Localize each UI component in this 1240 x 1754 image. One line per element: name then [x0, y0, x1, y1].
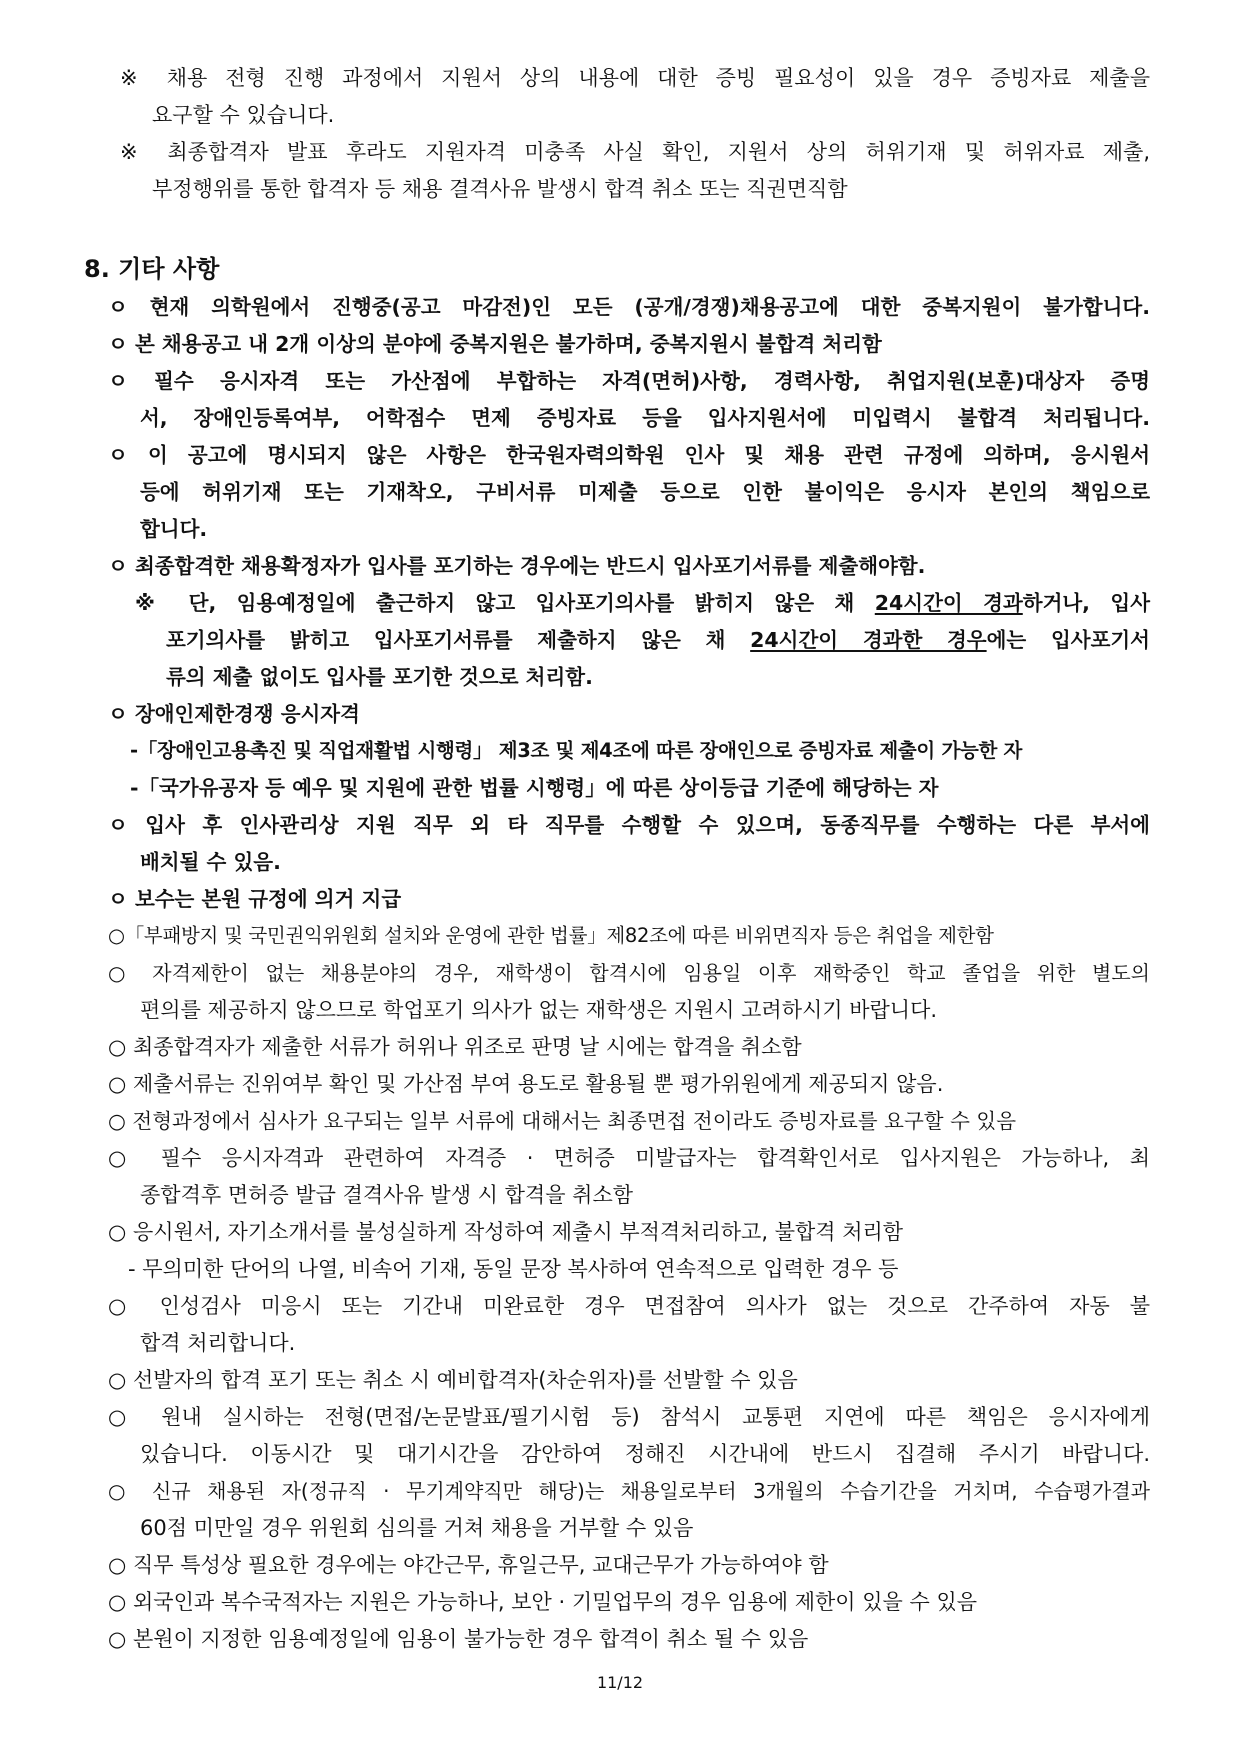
- list-item: ○ 필수 응시자격과 관련하여 자격증 · 면허증 미발급자는 합격확인서로 입사지원은 가능하나, 최: [108, 1146, 1150, 1170]
- list-item: ○ 신규 채용된 자(정규직 · 무기계약직만 해당)는 채용일로부터 3개월의 수습기간을 거치며, 수습평가결과: [108, 1479, 1150, 1503]
- page-number: 11/12: [596, 1673, 644, 1692]
- note-line: ※ 채용 전형 진행 과정에서 지원서 상의 내용에 대한 증빙 필요성이 있을 경우 증빙자료 제출을: [120, 66, 1150, 90]
- section-title: 8. 기타 사항: [84, 255, 220, 283]
- list-item: ○ 제출서류는 진위여부 확인 및 가산점 부여 용도로 활용될 뿐 평가위원에게 제공되지 않음.: [108, 1072, 944, 1096]
- list-item: 있습니다. 이동시간 및 대기시간을 감안하여 정해진 시간내에 반드시 집결해 주시기 바랍니다.: [140, 1442, 1150, 1466]
- list-item: ○ 외국인과 복수국적자는 지원은 가능하나, 보안 · 기밀업무의 경우 임용에 제한이 있을 수 있음: [108, 1590, 978, 1614]
- bold-item: ㅇ 이 공고에 명시되지 않은 사항은 한국원자력의학원 인사 및 채용 관련 규정에 의하며, 응시원서: [108, 443, 1150, 467]
- list-subitem: - 무의미한 단어의 나열, 비속어 기재, 동일 문장 복사하여 연속적으로 입력한 경우 등: [128, 1257, 899, 1281]
- underlined-text: 24시간이 경과한 경우: [750, 628, 987, 652]
- list-item: ○ 최종합격자가 제출한 서류가 허위나 위조로 판명 날 시에는 합격을 취소함: [108, 1035, 802, 1059]
- list-item: 편의를 제공하지 않으므로 학업포기 의사가 없는 재학생은 지원시 고려하시기 바랍니다.: [140, 998, 938, 1022]
- bold-note: 류의 제출 없이도 입사를 포기한 것으로 처리함.: [166, 665, 593, 689]
- bold-note-text: 하거나, 입사: [1022, 591, 1150, 615]
- bold-item: ㅇ 필수 응시자격 또는 가산점에 부합하는 자격(면허)사항, 경력사항, 취업지원(보훈)대상자 증명: [108, 369, 1150, 393]
- list-item: ○ 전형과정에서 심사가 요구되는 일부 서류에 대해서는 최종면접 전이라도 증빙자료를 요구할 수 있음: [108, 1109, 1017, 1133]
- bold-note-text: 포기의사를 밝히고 입사포기서류를 제출하지 않은 채: [166, 628, 751, 652]
- bold-item: 서, 장애인등록여부, 어학점수 면제 증빙자료 등을 입사지원서에 미입력시 불합격 처리됩니다.: [140, 406, 1150, 430]
- underlined-text: 24시간이 경과: [874, 591, 1023, 615]
- bold-item: 등에 허위기재 또는 기재착오, 구비서류 미제출 등으로 인한 불이익은 응시자 본인의 책임으로: [140, 480, 1150, 504]
- note-line: 요구할 수 있습니다.: [152, 103, 335, 127]
- bold-note: [166, 625, 1150, 655]
- list-item: 60점 미만일 경우 위원회 심의를 거쳐 채용을 거부할 수 있음: [140, 1516, 694, 1540]
- bold-item: 배치될 수 있음.: [140, 850, 281, 874]
- note-line: ※ 최종합격자 발표 후라도 지원자격 미충족 사실 확인, 지원서 상의 허위기재 및 허위자료 제출,: [120, 140, 1150, 164]
- note-line: 부정행위를 통한 합격자 등 채용 결격사유 발생시 합격 취소 또는 직권면직함: [152, 177, 848, 201]
- list-item: 합격 처리합니다.: [140, 1331, 296, 1355]
- list-item: ○「부패방지 및 국민권익위원회 설치와 운영에 관한 법률」제82조에 따른 비위면직자 등은 취업을 제한함: [108, 924, 994, 947]
- list-item: ○ 선발자의 합격 포기 또는 취소 시 예비합격자(차순위자)를 선발할 수 있음: [108, 1368, 798, 1392]
- bold-item: ㅇ 장애인제한경쟁 응시자격: [108, 702, 360, 726]
- bold-item: ㅇ 현재 의학원에서 진행중(공고 마감전)인 모든 (공개/경쟁)채용공고에 대한 중복지원이 불가합니다.: [108, 295, 1150, 319]
- list-item: 종합격후 면허증 발급 결격사유 발생 시 합격을 취소함: [140, 1183, 634, 1207]
- bold-note-text: 에는 입사포기서: [986, 628, 1150, 652]
- bold-subitem: -「국가유공자 등 예우 및 지원에 관한 법률 시행령」에 따른 상이등급 기준에 해당하는 자: [130, 776, 939, 800]
- list-item: ○ 직무 특성상 필요한 경우에는 야간근무, 휴일근무, 교대근무가 가능하여야 함: [108, 1553, 829, 1577]
- list-item: ○ 응시원서, 자기소개서를 불성실하게 작성하여 제출시 부적격처리하고, 불합격 처리함: [108, 1220, 904, 1244]
- list-item: ○ 본원이 지정한 임용예정일에 임용이 불가능한 경우 합격이 취소 될 수 있음: [108, 1627, 809, 1651]
- bold-item: ㅇ 본 채용공고 내 2개 이상의 분야에 중복지원은 불가하며, 중복지원시 불합격 처리함: [108, 332, 882, 356]
- bold-subitem: -「장애인고용촉진 및 직업재활법 시행령」 제3조 및 제4조에 따른 장애인으로 증빙자료 제출이 가능한 자: [130, 739, 1023, 762]
- bold-note: [135, 588, 1150, 618]
- bold-item: 합니다.: [140, 517, 208, 541]
- bold-note-text: ※ 단, 임용예정일에 출근하지 않고 입사포기의사를 밝히지 않은 채: [135, 591, 875, 615]
- list-item: ○ 자격제한이 없는 채용분야의 경우, 재학생이 합격시에 임용일 이후 재학중인 학교 졸업을 위한 별도의: [108, 961, 1150, 985]
- list-item: ○ 원내 실시하는 전형(면접/논문발표/필기시험 등) 참석시 교통편 지연에 따른 책임은 응시자에게: [108, 1405, 1150, 1429]
- bold-item: ㅇ 입사 후 인사관리상 지원 직무 외 타 직무를 수행할 수 있으며, 동종직무를 수행하는 다른 부서에: [108, 813, 1150, 837]
- list-item: ○ 인성검사 미응시 또는 기간내 미완료한 경우 면접참여 의사가 없는 것으로 간주하여 자동 불: [108, 1294, 1150, 1318]
- bold-item: ㅇ 최종합격한 채용확정자가 입사를 포기하는 경우에는 반드시 입사포기서류를 제출해야함.: [108, 554, 926, 578]
- bold-item: ㅇ 보수는 본원 규정에 의거 지급: [108, 887, 402, 911]
